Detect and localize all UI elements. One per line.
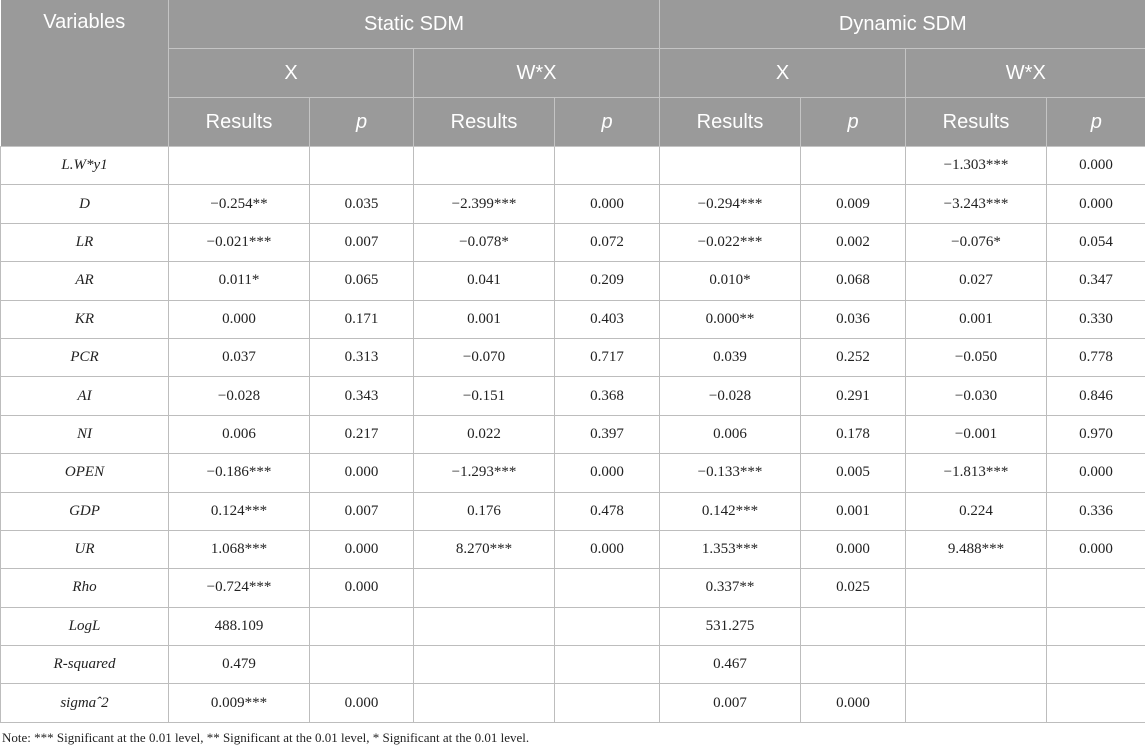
result-cell: −0.078* bbox=[414, 223, 555, 261]
table-row bbox=[1, 454, 1145, 492]
p-value-cell bbox=[555, 646, 660, 684]
result-cell: 0.010* bbox=[660, 262, 801, 300]
p-value-cell: 0.068 bbox=[801, 262, 906, 300]
p-value-cell: 0.330 bbox=[1047, 300, 1145, 338]
header-p: p bbox=[555, 98, 660, 147]
result-cell: 0.176 bbox=[414, 492, 555, 530]
p-value-cell: 0.001 bbox=[801, 492, 906, 530]
table-row bbox=[1, 185, 1145, 223]
header-p: p bbox=[310, 98, 414, 147]
header-results: Results bbox=[414, 98, 555, 147]
result-cell bbox=[414, 569, 555, 607]
variable-name: KR bbox=[1, 300, 169, 338]
p-value-cell: 0.347 bbox=[1047, 262, 1145, 300]
result-cell bbox=[414, 607, 555, 645]
result-cell: 0.011* bbox=[169, 262, 310, 300]
p-value-cell: 0.007 bbox=[310, 223, 414, 261]
p-value-cell: 0.717 bbox=[555, 338, 660, 376]
p-value-cell bbox=[801, 607, 906, 645]
result-cell: 1.068*** bbox=[169, 530, 310, 568]
result-cell: 488.109 bbox=[169, 607, 310, 645]
p-value-cell: 0.970 bbox=[1047, 415, 1145, 453]
p-value-cell: 0.000 bbox=[1047, 147, 1145, 185]
result-cell: 0.007 bbox=[660, 684, 801, 722]
p-value-cell: 0.007 bbox=[310, 492, 414, 530]
p-value-cell: 0.171 bbox=[310, 300, 414, 338]
p-value-cell: 0.368 bbox=[555, 377, 660, 415]
variable-name: AI bbox=[1, 377, 169, 415]
result-cell: 0.001 bbox=[906, 300, 1047, 338]
p-value-cell: 0.072 bbox=[555, 223, 660, 261]
p-value-cell: 0.846 bbox=[1047, 377, 1145, 415]
table-row bbox=[1, 607, 1145, 645]
p-value-cell: 0.000 bbox=[555, 185, 660, 223]
p-value-cell: 0.000 bbox=[555, 530, 660, 568]
result-cell: −2.399*** bbox=[414, 185, 555, 223]
p-value-cell: 0.291 bbox=[801, 377, 906, 415]
header-static-wx: W*X bbox=[414, 49, 660, 98]
result-cell: 0.142*** bbox=[660, 492, 801, 530]
result-cell: −1.813*** bbox=[906, 454, 1047, 492]
table-row bbox=[1, 530, 1145, 568]
table-header bbox=[1, 0, 1145, 147]
variable-name: GDP bbox=[1, 492, 169, 530]
p-value-cell: 0.217 bbox=[310, 415, 414, 453]
variable-name: Rho bbox=[1, 569, 169, 607]
p-value-cell: 0.336 bbox=[1047, 492, 1145, 530]
result-cell: 0.000 bbox=[169, 300, 310, 338]
result-cell: −0.294*** bbox=[660, 185, 801, 223]
p-value-cell: 0.054 bbox=[1047, 223, 1145, 261]
header-results: Results bbox=[169, 98, 310, 147]
p-value-cell: 0.478 bbox=[555, 492, 660, 530]
variable-name: UR bbox=[1, 530, 169, 568]
result-cell: 0.027 bbox=[906, 262, 1047, 300]
p-value-cell: 0.000 bbox=[310, 684, 414, 722]
result-cell: 0.001 bbox=[414, 300, 555, 338]
result-cell: −0.724*** bbox=[169, 569, 310, 607]
p-value-cell bbox=[1047, 569, 1145, 607]
p-value-cell bbox=[555, 684, 660, 722]
p-value-cell: 0.252 bbox=[801, 338, 906, 376]
p-value-cell: 0.000 bbox=[1047, 454, 1145, 492]
table-row bbox=[1, 223, 1145, 261]
result-cell: −0.028 bbox=[660, 377, 801, 415]
result-cell: 0.009*** bbox=[169, 684, 310, 722]
header-dynamic-x: X bbox=[660, 49, 906, 98]
p-value-cell: 0.065 bbox=[310, 262, 414, 300]
table-row bbox=[1, 415, 1145, 453]
table-row bbox=[1, 492, 1145, 530]
result-cell: 0.037 bbox=[169, 338, 310, 376]
variable-name: D bbox=[1, 185, 169, 223]
header-static-sdm: Static SDM bbox=[169, 0, 660, 49]
header-p: p bbox=[1047, 98, 1145, 147]
p-value-cell bbox=[555, 607, 660, 645]
variable-name: R-squared bbox=[1, 646, 169, 684]
variable-name: PCR bbox=[1, 338, 169, 376]
result-cell: 9.488*** bbox=[906, 530, 1047, 568]
p-value-cell bbox=[555, 147, 660, 185]
result-cell: −0.022*** bbox=[660, 223, 801, 261]
table-row bbox=[1, 569, 1145, 607]
result-cell: 8.270*** bbox=[414, 530, 555, 568]
p-value-cell: 0.002 bbox=[801, 223, 906, 261]
p-value-cell bbox=[1047, 607, 1145, 645]
result-cell: 0.000** bbox=[660, 300, 801, 338]
result-cell: −3.243*** bbox=[906, 185, 1047, 223]
result-cell bbox=[169, 147, 310, 185]
p-value-cell bbox=[310, 607, 414, 645]
result-cell: 0.022 bbox=[414, 415, 555, 453]
p-value-cell: 0.035 bbox=[310, 185, 414, 223]
variable-name: LogL bbox=[1, 607, 169, 645]
header-results: Results bbox=[660, 98, 801, 147]
result-cell: −0.021*** bbox=[169, 223, 310, 261]
p-value-cell: 0.000 bbox=[310, 454, 414, 492]
header-static-x: X bbox=[169, 49, 414, 98]
variable-name: LR bbox=[1, 223, 169, 261]
p-value-cell: 0.000 bbox=[801, 530, 906, 568]
result-cell: 0.224 bbox=[906, 492, 1047, 530]
result-cell: 0.479 bbox=[169, 646, 310, 684]
header-results: Results bbox=[906, 98, 1047, 147]
result-cell: 0.039 bbox=[660, 338, 801, 376]
p-value-cell: 0.313 bbox=[310, 338, 414, 376]
p-value-cell: 0.005 bbox=[801, 454, 906, 492]
result-cell: −0.151 bbox=[414, 377, 555, 415]
p-value-cell: 0.009 bbox=[801, 185, 906, 223]
p-value-cell bbox=[310, 646, 414, 684]
result-cell: −0.076* bbox=[906, 223, 1047, 261]
p-value-cell: 0.025 bbox=[801, 569, 906, 607]
p-value-cell: 0.036 bbox=[801, 300, 906, 338]
p-value-cell: 0.000 bbox=[801, 684, 906, 722]
header-dynamic-wx: W*X bbox=[906, 49, 1145, 98]
result-cell: −0.001 bbox=[906, 415, 1047, 453]
table-row bbox=[1, 262, 1145, 300]
p-value-cell: 0.403 bbox=[555, 300, 660, 338]
table-row bbox=[1, 646, 1145, 684]
result-cell: −1.303*** bbox=[906, 147, 1047, 185]
p-value-cell bbox=[555, 569, 660, 607]
result-cell: 0.337** bbox=[660, 569, 801, 607]
table-row bbox=[1, 147, 1145, 185]
result-cell: −0.186*** bbox=[169, 454, 310, 492]
p-value-cell: 0.778 bbox=[1047, 338, 1145, 376]
result-cell: −0.028 bbox=[169, 377, 310, 415]
p-value-cell: 0.000 bbox=[310, 530, 414, 568]
header-variables: Variables bbox=[1, 0, 169, 147]
p-value-cell bbox=[1047, 646, 1145, 684]
result-cell: −0.133*** bbox=[660, 454, 801, 492]
result-cell: 0.124*** bbox=[169, 492, 310, 530]
variable-name: NI bbox=[1, 415, 169, 453]
variable-name: sigmaˆ2 bbox=[1, 684, 169, 722]
result-cell: 0.006 bbox=[660, 415, 801, 453]
result-cell bbox=[414, 147, 555, 185]
variable-name: OPEN bbox=[1, 454, 169, 492]
result-cell bbox=[906, 684, 1047, 722]
result-cell bbox=[906, 607, 1047, 645]
p-value-cell bbox=[1047, 684, 1145, 722]
result-cell: 531.275 bbox=[660, 607, 801, 645]
table-note: Note: *** Significant at the 0.01 level, ** Significant at the 0.01 level, * Significant at the 0.01 level. bbox=[2, 729, 530, 745]
result-cell: 0.467 bbox=[660, 646, 801, 684]
result-cell: −0.070 bbox=[414, 338, 555, 376]
p-value-cell bbox=[310, 147, 414, 185]
table-row bbox=[1, 377, 1145, 415]
result-cell bbox=[414, 646, 555, 684]
result-cell: 1.353*** bbox=[660, 530, 801, 568]
p-value-cell: 0.000 bbox=[1047, 185, 1145, 223]
table-body bbox=[1, 147, 1145, 723]
p-value-cell: 0.209 bbox=[555, 262, 660, 300]
p-value-cell: 0.000 bbox=[1047, 530, 1145, 568]
p-value-cell bbox=[801, 147, 906, 185]
table-row bbox=[1, 300, 1145, 338]
result-cell: −0.030 bbox=[906, 377, 1047, 415]
result-cell: −0.254** bbox=[169, 185, 310, 223]
table-row bbox=[1, 684, 1145, 722]
p-value-cell bbox=[801, 646, 906, 684]
header-p: p bbox=[801, 98, 906, 147]
result-cell bbox=[660, 147, 801, 185]
result-cell: 0.006 bbox=[169, 415, 310, 453]
result-cell bbox=[906, 569, 1047, 607]
p-value-cell: 0.397 bbox=[555, 415, 660, 453]
p-value-cell: 0.343 bbox=[310, 377, 414, 415]
header-dynamic-sdm: Dynamic SDM bbox=[660, 0, 1145, 49]
result-cell: 0.041 bbox=[414, 262, 555, 300]
result-cell: −1.293*** bbox=[414, 454, 555, 492]
variable-name: AR bbox=[1, 262, 169, 300]
result-cell bbox=[906, 646, 1047, 684]
p-value-cell: 0.000 bbox=[555, 454, 660, 492]
p-value-cell: 0.178 bbox=[801, 415, 906, 453]
table-row bbox=[1, 338, 1145, 376]
p-value-cell: 0.000 bbox=[310, 569, 414, 607]
result-cell: −0.050 bbox=[906, 338, 1047, 376]
result-cell bbox=[414, 684, 555, 722]
variable-name: L.W*y1 bbox=[1, 147, 169, 185]
